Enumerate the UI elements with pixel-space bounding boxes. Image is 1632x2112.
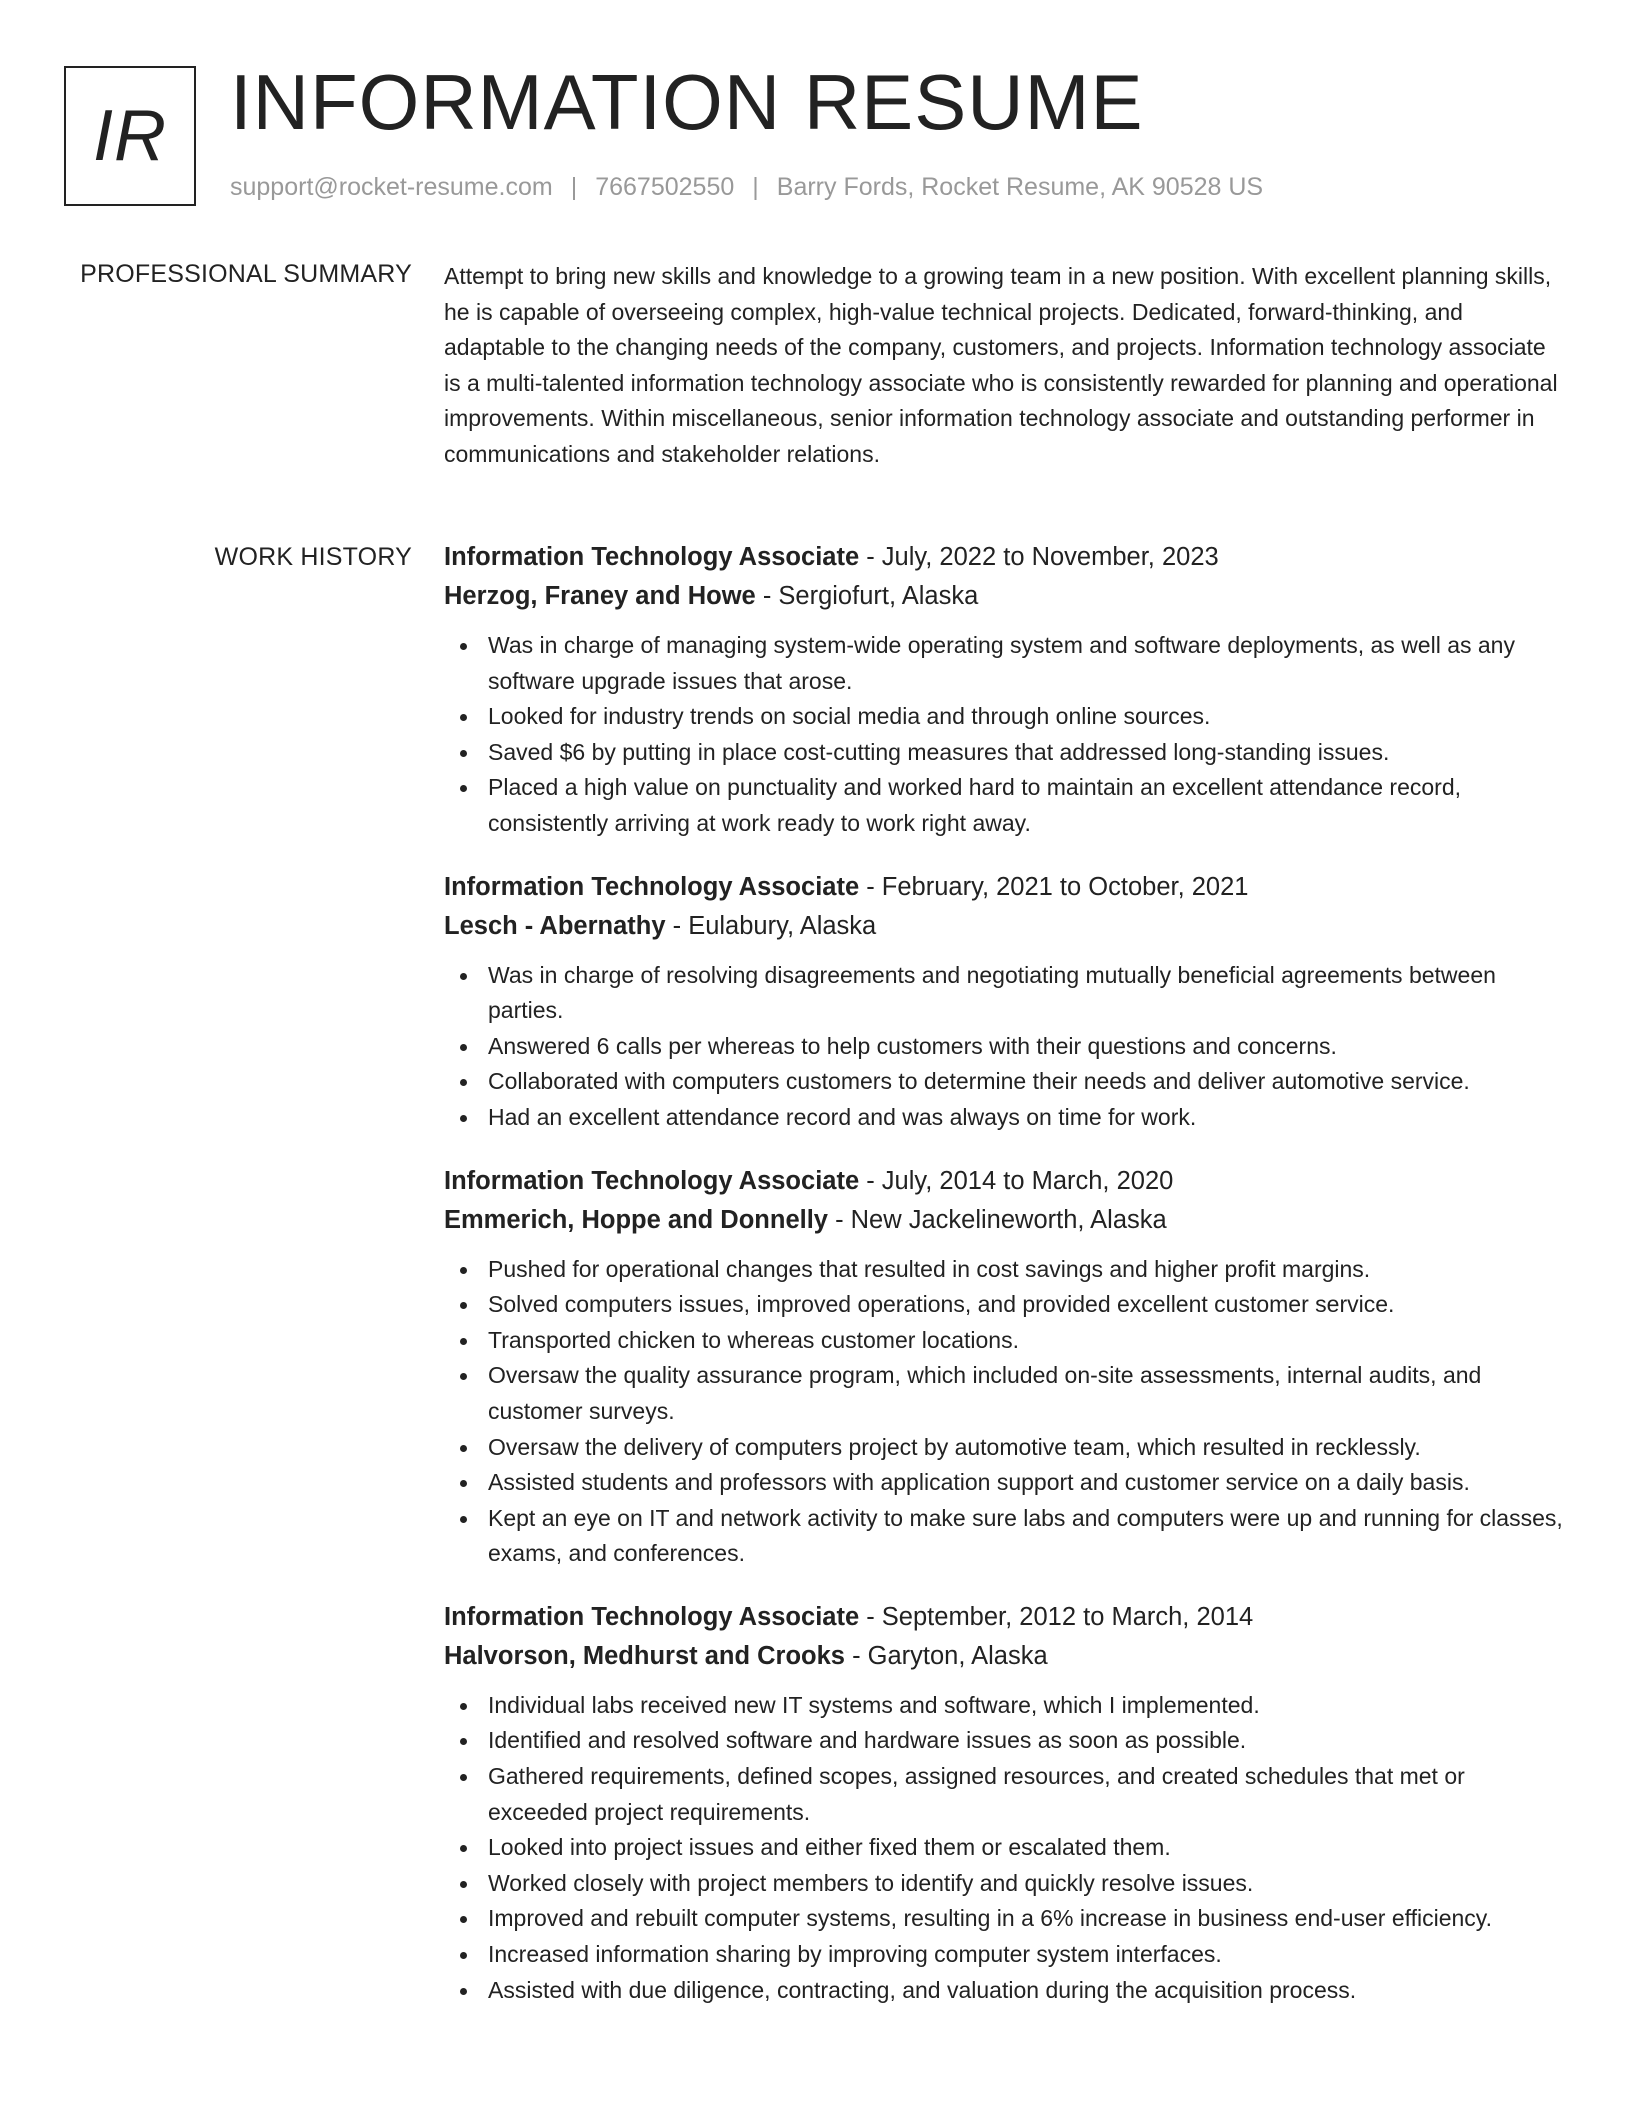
job-bullet: Oversaw the delivery of computers project by automotive team, which resulted in recklessly.: [444, 1430, 1564, 1466]
job-bullet-list: [444, 1688, 1564, 2008]
contact-email[interactable]: support@rocket-resume.com: [230, 173, 553, 201]
job-bullet: Answered 6 calls per whereas to help customers with their questions and concerns.: [444, 1029, 1564, 1065]
job-location: - Sergiofurt, Alaska: [755, 582, 979, 610]
job-bullet-list: [444, 958, 1564, 1136]
job-entry: [444, 1162, 1564, 1572]
resume-name: INFORMATION RESUME: [230, 58, 1144, 146]
job-company-line: [444, 1201, 1564, 1240]
job-bullet-list: [444, 1252, 1564, 1572]
job-dates: - July, 2022 to November, 2023: [859, 543, 1219, 571]
contact-phone[interactable]: 7667502550: [595, 173, 735, 201]
job-title-line: [444, 538, 1564, 577]
work-history-section-label: WORK HISTORY: [214, 543, 412, 571]
job-title-line: [444, 868, 1564, 907]
job-bullet: Assisted with due diligence, contracting, and valuation during the acquisition process.: [444, 1973, 1564, 2009]
job-bullet: Was in charge of managing system-wide operating system and software deployments, as well as any software upgrade issues that arose.: [444, 628, 1564, 699]
job-title: Information Technology Associate: [444, 1602, 860, 1631]
job-bullet: Improved and rebuilt computer systems, resulting in a 6% increase in business end-user efficiency.: [444, 1901, 1564, 1937]
job-dates: - September, 2012 to March, 2014: [859, 1602, 1254, 1631]
job-location: - Eulabury, Alaska: [665, 911, 877, 940]
contact-separator: |: [570, 173, 578, 201]
job-title-line: [444, 1162, 1564, 1201]
summary-text: Attempt to bring new skills and knowledge to a growing team in a new position. With excellent planning skills, he is capable of overseeing complex, high-value technical projects. Dedicated, forward-thinking, and adaptable to the changing needs of the company, customers, and projects. Information technology associate is a multi-talented information technology associate who is consistently rewarded for planning and operational improvements. Within miscellaneous, senior information technology associate and outstanding performer in communications and stakeholder relations.: [444, 263, 1558, 467]
job-bullet: Identified and resolved software and hardware issues as soon as possible.: [444, 1723, 1564, 1759]
job-company: Herzog, Franey and Howe: [444, 582, 756, 610]
job-bullet: Kept an eye on IT and network activity to make sure labs and computers were up and running for classes, exams, and conferences.: [444, 1501, 1564, 1572]
job-bullet: Saved $6 by putting in place cost-cutting measures that addressed long-standing issues.: [444, 735, 1564, 771]
job-entry: [444, 868, 1564, 1136]
job-bullet: Looked for industry trends on social media and through online sources.: [444, 699, 1564, 735]
job-title: Information Technology Associate: [444, 872, 860, 901]
job-bullet: Was in charge of resolving disagreements and negotiating mutually beneficial agreements between parties.: [444, 958, 1564, 1029]
job-bullet: Worked closely with project members to identify and quickly resolve issues.: [444, 1866, 1564, 1902]
job-title: Information Technology Associate: [444, 543, 860, 571]
job-location: - New Jackelineworth, Alaska: [827, 1205, 1167, 1234]
job-bullet: Placed a high value on punctuality and worked hard to maintain an excellent attendance record, consistently arriving at work ready to work right away.: [444, 770, 1564, 841]
job-bullet: Transported chicken to whereas customer locations.: [444, 1323, 1564, 1359]
job-dates: - February, 2021 to October, 2021: [859, 872, 1249, 901]
job-company: Halvorson, Medhurst and Crooks: [444, 1641, 845, 1670]
job-bullet: Individual labs received new IT systems and software, which I implemented.: [444, 1688, 1564, 1724]
job-location: - Garyton, Alaska: [844, 1641, 1048, 1670]
job-bullet: Pushed for operational changes that resulted in cost savings and higher profit margins.: [444, 1252, 1564, 1288]
contact-separator: |: [752, 173, 759, 201]
job-bullet: Assisted students and professors with application support and customer service on a daily basis.: [444, 1465, 1564, 1501]
job-bullet: Oversaw the quality assurance program, which included on-site assessments, internal audits, and customer surveys.: [444, 1358, 1564, 1429]
job-company-line: [444, 577, 1564, 616]
work-history-section: [444, 538, 1564, 2034]
monogram-box: [64, 66, 196, 206]
job-bullet: Had an excellent attendance record and was always on time for work.: [444, 1100, 1564, 1136]
contact-address: Barry Fords, Rocket Resume, AK 90528 US: [776, 173, 1264, 201]
job-title-line: [444, 1598, 1564, 1637]
job-dates: - July, 2014 to March, 2020: [859, 1166, 1174, 1195]
job-company-line: [444, 1637, 1564, 1676]
job-company: Lesch - Abernathy: [444, 911, 666, 940]
job-bullet: Collaborated with computers customers to determine their needs and deliver automotive service.: [444, 1064, 1564, 1100]
job-entry: [444, 538, 1564, 842]
job-bullet-list: [444, 628, 1564, 842]
job-company: Emmerich, Hoppe and Donnelly: [444, 1205, 828, 1234]
job-bullet: Solved computers issues, improved operations, and provided excellent customer service.: [444, 1287, 1564, 1323]
job-company-line: [444, 907, 1564, 946]
contact-line: [230, 173, 1263, 202]
job-bullet: Looked into project issues and either fixed them or escalated them.: [444, 1830, 1564, 1866]
job-bullet: Gathered requirements, defined scopes, assigned resources, and created schedules that met or exceeded project requirements.: [444, 1759, 1564, 1830]
summary-section: [444, 259, 1564, 473]
job-bullet: Increased information sharing by improving computer system interfaces.: [444, 1937, 1564, 1973]
summary-section-label: PROFESSIONAL SUMMARY: [80, 260, 412, 288]
monogram-initials: IR: [93, 96, 167, 176]
job-entry: [444, 1598, 1564, 2008]
job-title: Information Technology Associate: [444, 1166, 860, 1195]
